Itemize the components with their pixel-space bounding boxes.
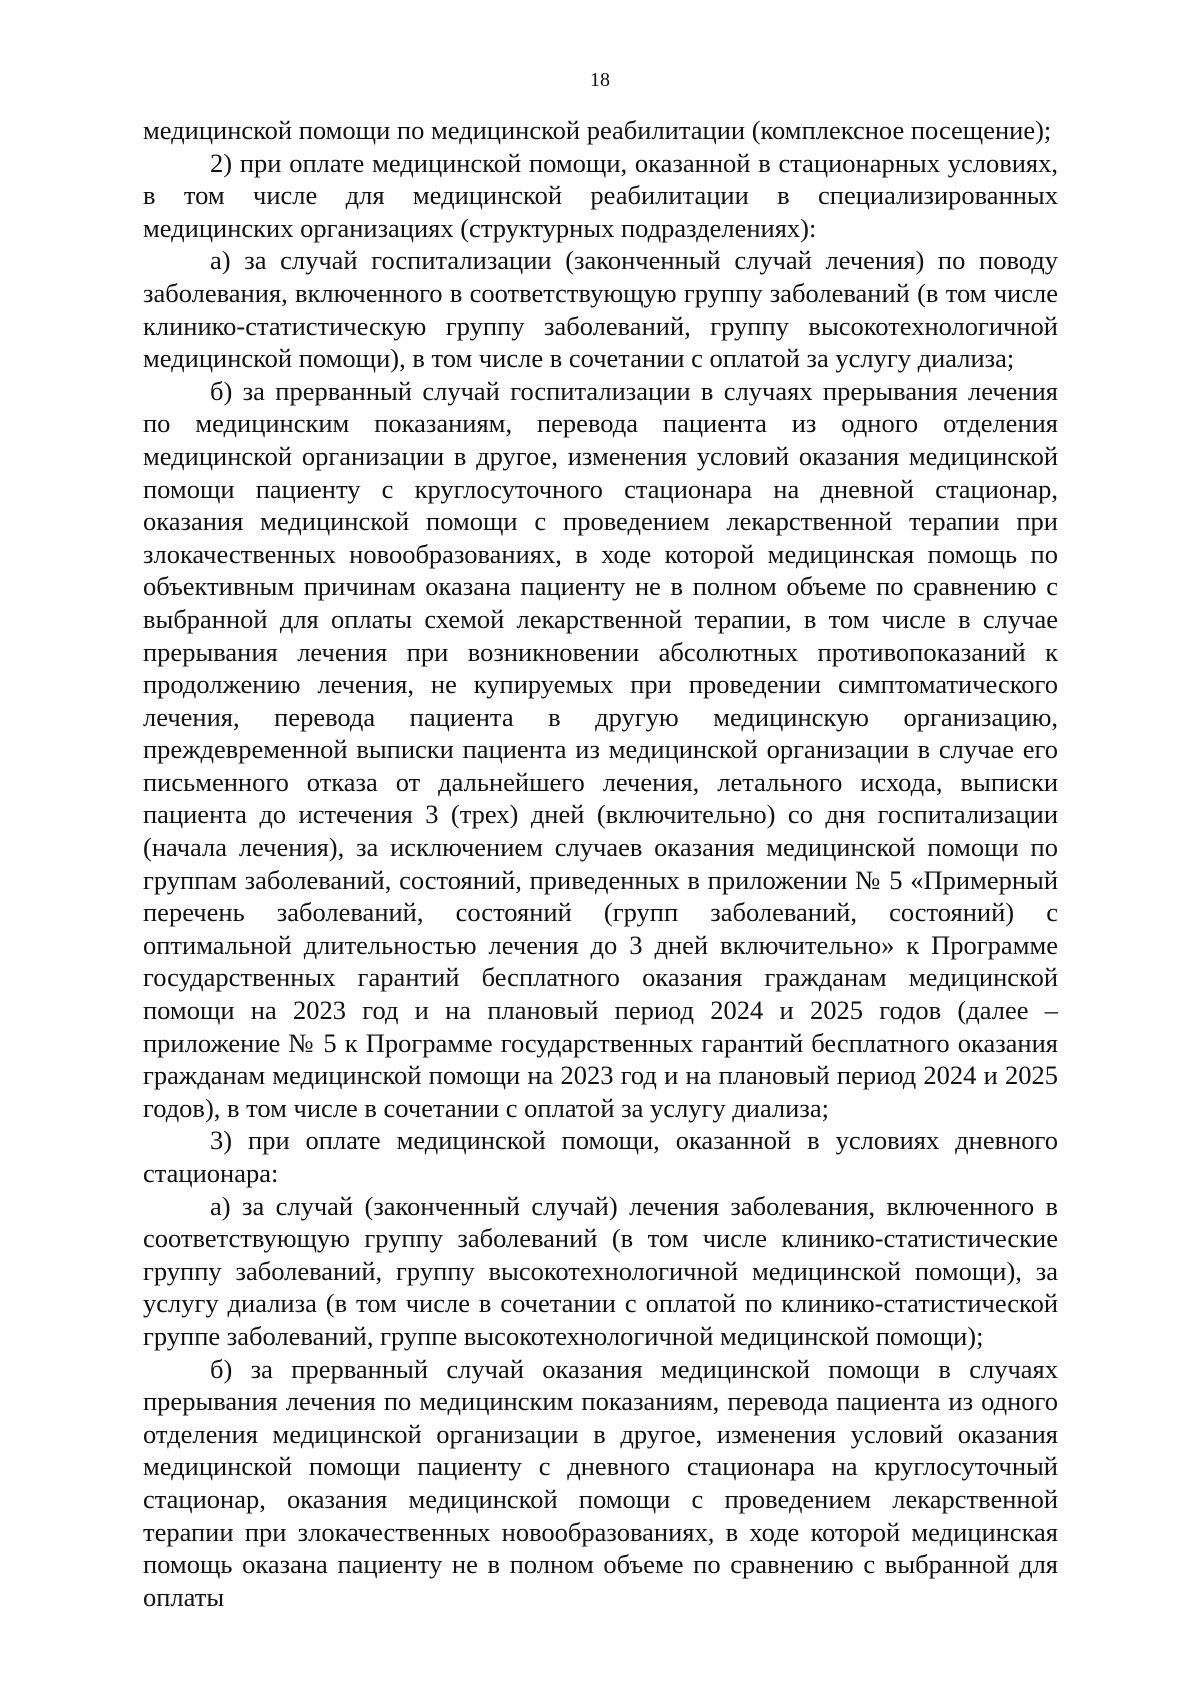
paragraph-item-2: 2) при оплате медицинской помощи, оказанной в стационарных условиях, в том числе для медицинской реабилитации в специализированных медицинских организациях (структурных подразделениях): — [143, 147, 1058, 243]
paragraph-item-3: 3) при оплате медицинской помощи, оказанной в условиях дневного стационара: — [143, 1125, 1058, 1188]
page-number: 18 — [590, 69, 610, 91]
paragraph-item-3a: а) за случай (законченный случай) лечения заболевания, включенного в соответствующую группу заболеваний (в том числе клинико-статистические группу заболеваний, группу высокотехнологичной медицинской помощи), за услугу диализа (в том числе в сочетании с оплатой по клинико-статистической группе заболеваний, группе высокотехнологичной медицинской помощи); — [143, 1190, 1058, 1351]
paragraph-item-2b: б) за прерванный случай госпитализации в случаях прерывания лечения по медицинским показаниям, перевода пациента из одного отделения медицинской организации в другое, изменения условий оказания медицинской помощи пациенту с круглосуточного стационара на дневной стационар, оказания медицинской помощи с проведением лекарственной терапии при злокачественных новообразованиях, в ходе которой медицинская помощь по объективным причинам оказана пациенту не в полном объеме по сравнению с выбранной для оплаты схемой лекарственной терапии, в том числе в случае прерывания лечения при возникновении абсолютных противопоказаний к продолжению лечения, не купируемых при проведении симптоматического лечения, перевода пациента в другую медицинскую организацию, преждевременной выписки пациента из медицинской организации в случае его письменного отказа от дальнейшего лечения, летального исхода, выписки пациента до истечения 3 (трех) дней (включительно) со дня госпитализации (начала лечения), за исключением случаев оказания медицинской помощи по группам заболеваний, состояний, приведенных в приложении № 5 «Примерный перечень заболеваний, состояний (групп заболеваний, состояний) с оптимальной длительностью лечения до 3 дней включительно» к Программе государственных гарантий бесплатного оказания гражданам медицинской помощи на 2023 год и на плановый период 2024 и 2025 годов (далее – приложение № 5 к Программе государственных гарантий бесплатного оказания гражданам медицинской помощи на 2023 год и на плановый период 2024 и 2025 годов), в том числе в сочетании с оплатой за услугу диализа; — [143, 375, 1058, 1123]
paragraph-item-2a: а) за случай госпитализации (законченный случай лечения) по поводу заболевания, включенного в соответствующую группу заболеваний (в том числе клинико-статистическую группу заболеваний, группу высокотехнологичной медицинской помощи), в том числе в сочетании с оплатой за услугу диализа; — [143, 245, 1058, 374]
paragraph-continuation: медицинской помощи по медицинской реабилитации (комплексное посещение); — [143, 115, 1052, 145]
paragraph-item-3b: б) за прерванный случай оказания медицинской помощи в случаях прерывания лечения по медицинским показаниям, перевода пациента из одного отделения медицинской организации в другое, изменения условий оказания медицинской помощи пациенту с дневного стационара на круглосуточный стационар, оказания медицинской помощи с проведением лекарственной терапии при злокачественных новообразованиях, в ходе которой медицинская помощь оказана пациенту не в полном объеме по сравнению с выбранной для оплаты — [143, 1353, 1058, 1612]
document-body — [143, 114, 1058, 1613]
